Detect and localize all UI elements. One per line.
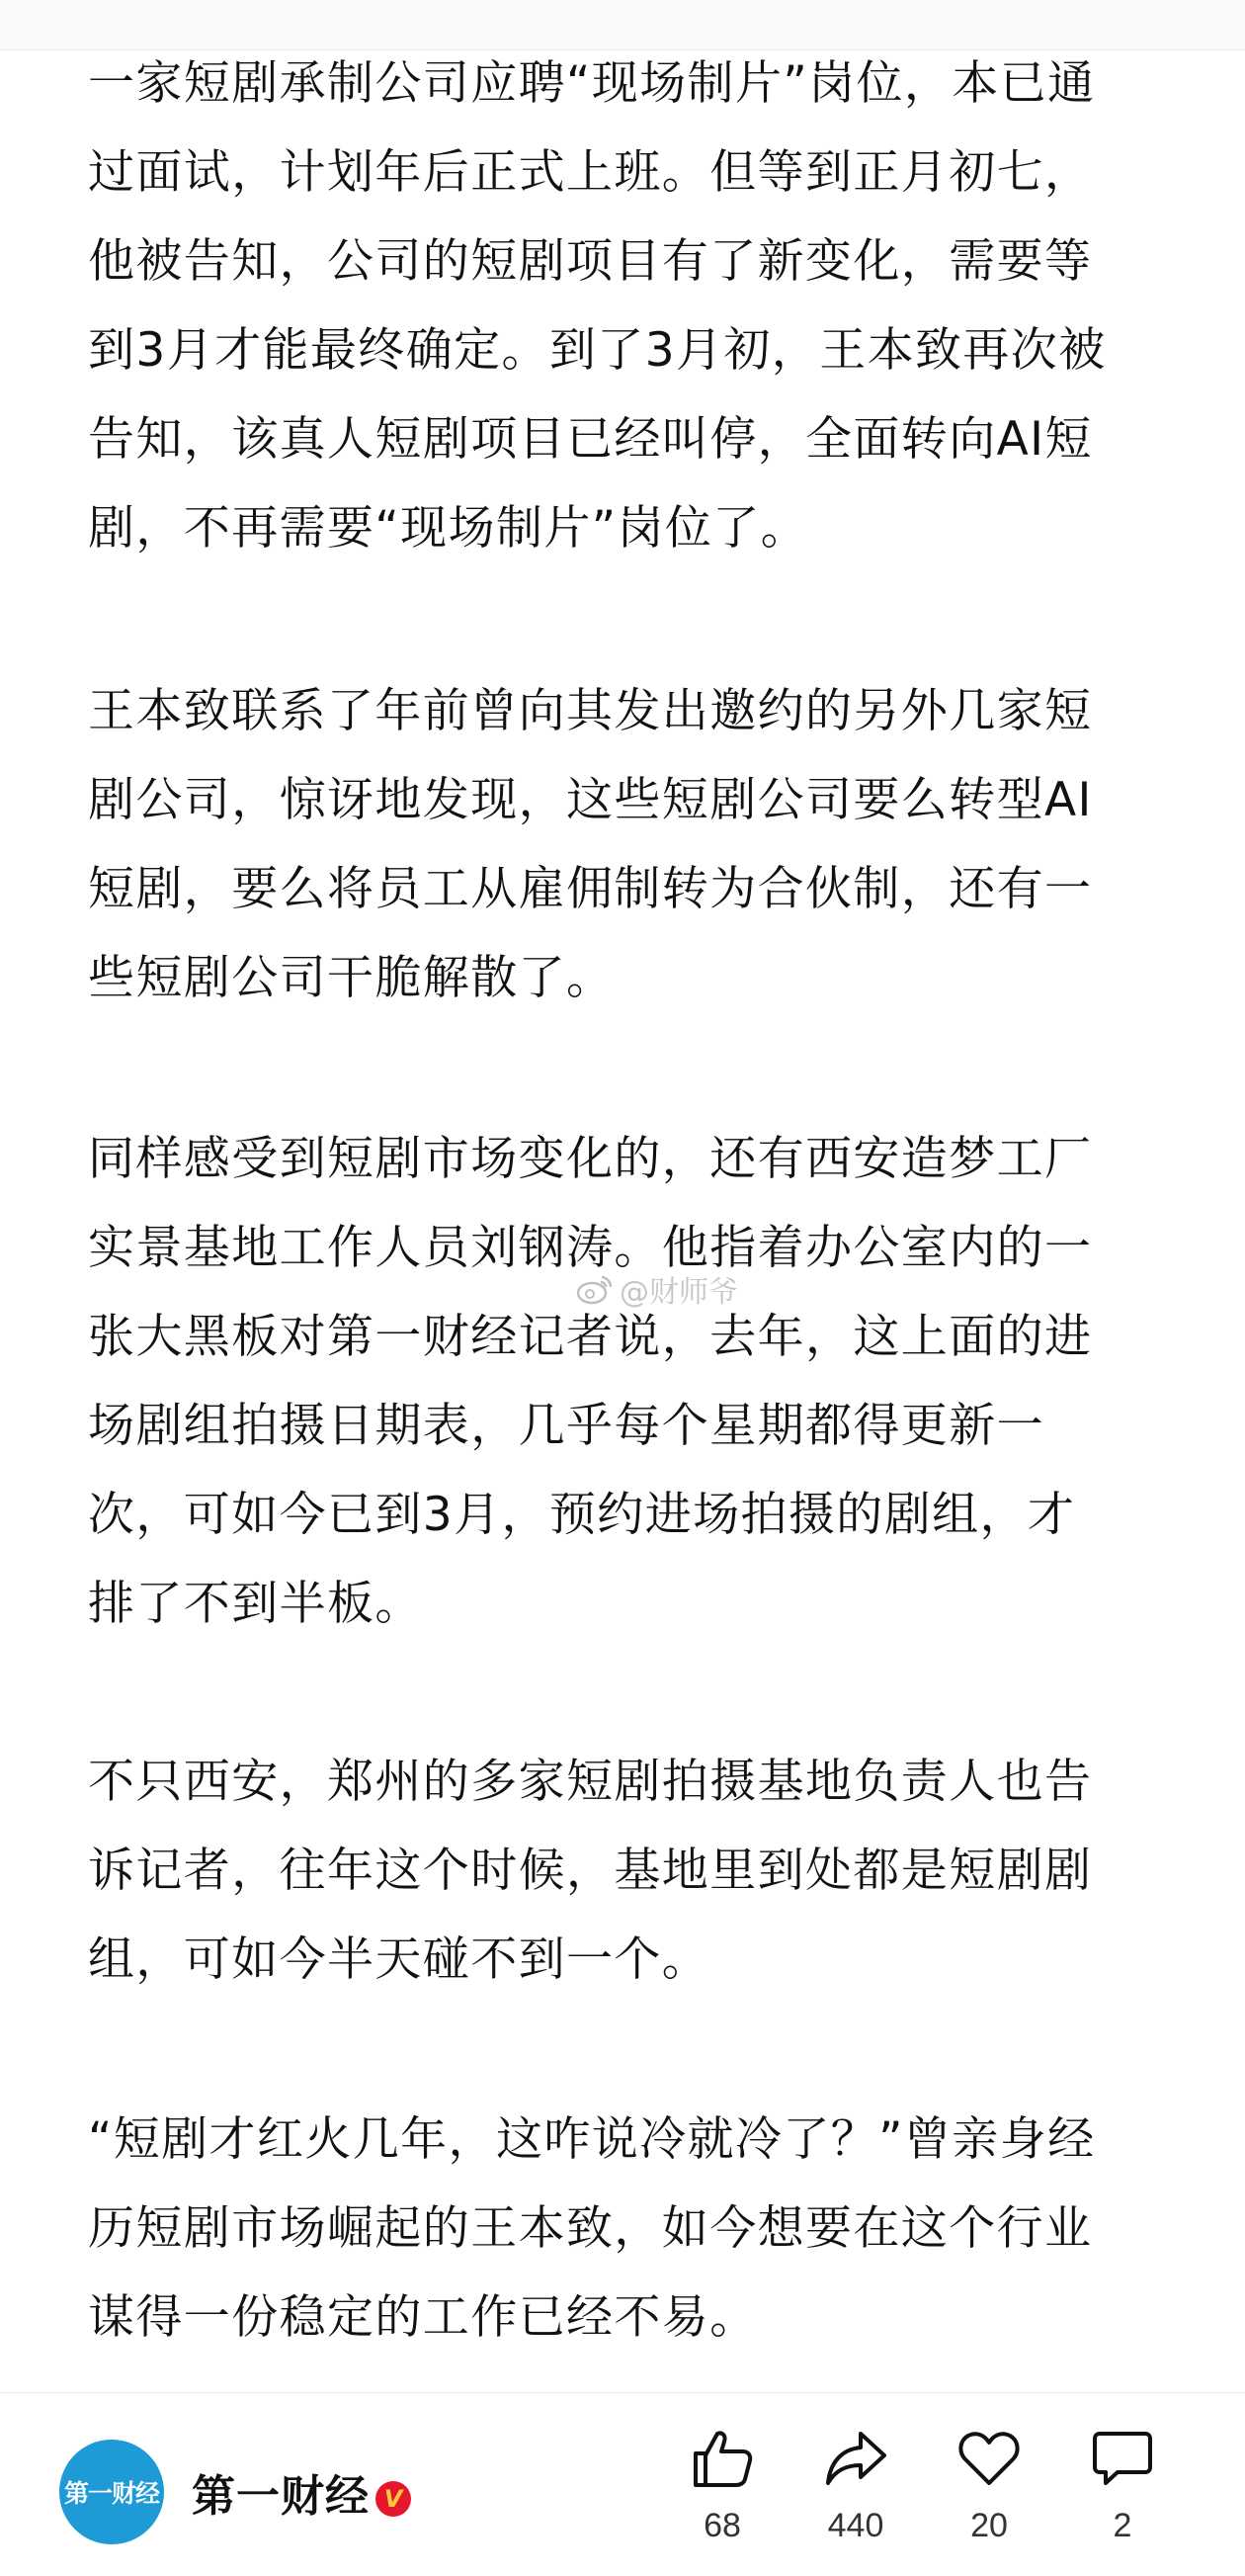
bottom-action-bar xyxy=(0,2392,1245,2576)
paragraph-4 xyxy=(88,1738,1155,2005)
text-line: 实景基地工作人员刘钢涛。他指着办公室内的一 xyxy=(88,1221,1093,1275)
text-line: 些短剧公司干脆解散了。 xyxy=(88,951,615,1005)
favorite-button[interactable] xyxy=(935,2428,1043,2556)
avatar-logo-text: 第一财经 xyxy=(63,2479,159,2508)
paragraph-5 xyxy=(88,2096,1155,2362)
like-button[interactable] xyxy=(668,2428,777,2556)
text-line: 组，可如今半天碰不到一个。 xyxy=(88,1932,710,1987)
text-line: 过面试，计划年后正式上班。但等到正月初七， xyxy=(88,145,1093,200)
heart-icon xyxy=(956,2428,1022,2489)
favorite-count: 20 xyxy=(970,2507,1008,2544)
account-link[interactable] xyxy=(59,2438,411,2546)
text-line: 场剧组拍摄日期表，几乎每个星期都得更新一 xyxy=(88,1399,1044,1453)
avatar[interactable] xyxy=(59,2440,164,2544)
verified-badge-icon: V xyxy=(375,2481,411,2517)
text-line: 诉记者，往年这个时候，基地里到处都是短剧剧 xyxy=(88,1844,1093,1898)
watermark-text: @财师爷 xyxy=(620,1275,738,1310)
text-line: 同样感受到短剧市场变化的，还有西安造梦工厂 xyxy=(88,1132,1093,1186)
text-line: “短剧才红火几年，这咋说冷就冷了？”曾亲身经 xyxy=(88,2112,1096,2167)
account-name[interactable]: 第一财经 xyxy=(192,2471,370,2522)
text-line: 短剧，要么将员工从雇佣制转为合伙制，还有一 xyxy=(88,862,1093,916)
text-line: 他被告知，公司的短剧项目有了新变化，需要等 xyxy=(88,234,1093,289)
text-line: 剧公司，惊讶地发现，这些短剧公司要么转型AI xyxy=(88,773,1093,827)
paragraph-2 xyxy=(88,667,1155,1023)
paragraph-3 xyxy=(88,1115,1155,1649)
text-line: 谋得一份稳定的工作已经不易。 xyxy=(88,2290,758,2345)
paragraph-1 xyxy=(88,40,1155,573)
text-line: 剧，不再需要“现场制片”岗位了。 xyxy=(88,501,809,556)
share-count: 440 xyxy=(827,2507,884,2544)
text-line: 历短剧市场崛起的王本致，如今想要在这个行业 xyxy=(88,2201,1093,2256)
comment-icon xyxy=(1090,2428,1155,2489)
comment-count: 2 xyxy=(1113,2507,1132,2544)
text-line: 王本致联系了年前曾向其发出邀约的另外几家短 xyxy=(88,684,1093,738)
share-icon xyxy=(823,2428,888,2489)
text-line: 不只西安，郑州的多家短剧拍摄基地负责人也告 xyxy=(88,1755,1093,1809)
text-line: 到3月才能最终确定。到了3月初，王本致再次被 xyxy=(88,323,1107,378)
thumbs-up-icon xyxy=(690,2428,755,2489)
text-line: 排了不到半板。 xyxy=(88,1577,423,1631)
text-line: 告知，该真人短剧项目已经叫停，全面转向AI短 xyxy=(88,412,1093,467)
share-button[interactable] xyxy=(801,2428,910,2556)
text-line: 次，可如今已到3月，预约进场拍摄的剧组，才 xyxy=(88,1488,1076,1542)
text-line: 一家短剧承制公司应聘“现场制片”岗位，本已通 xyxy=(88,56,1096,111)
comment-button[interactable] xyxy=(1068,2428,1177,2556)
like-count: 68 xyxy=(704,2507,741,2544)
text-line: 张大黑板对第一财经记者说，去年，这上面的进 xyxy=(88,1310,1093,1364)
